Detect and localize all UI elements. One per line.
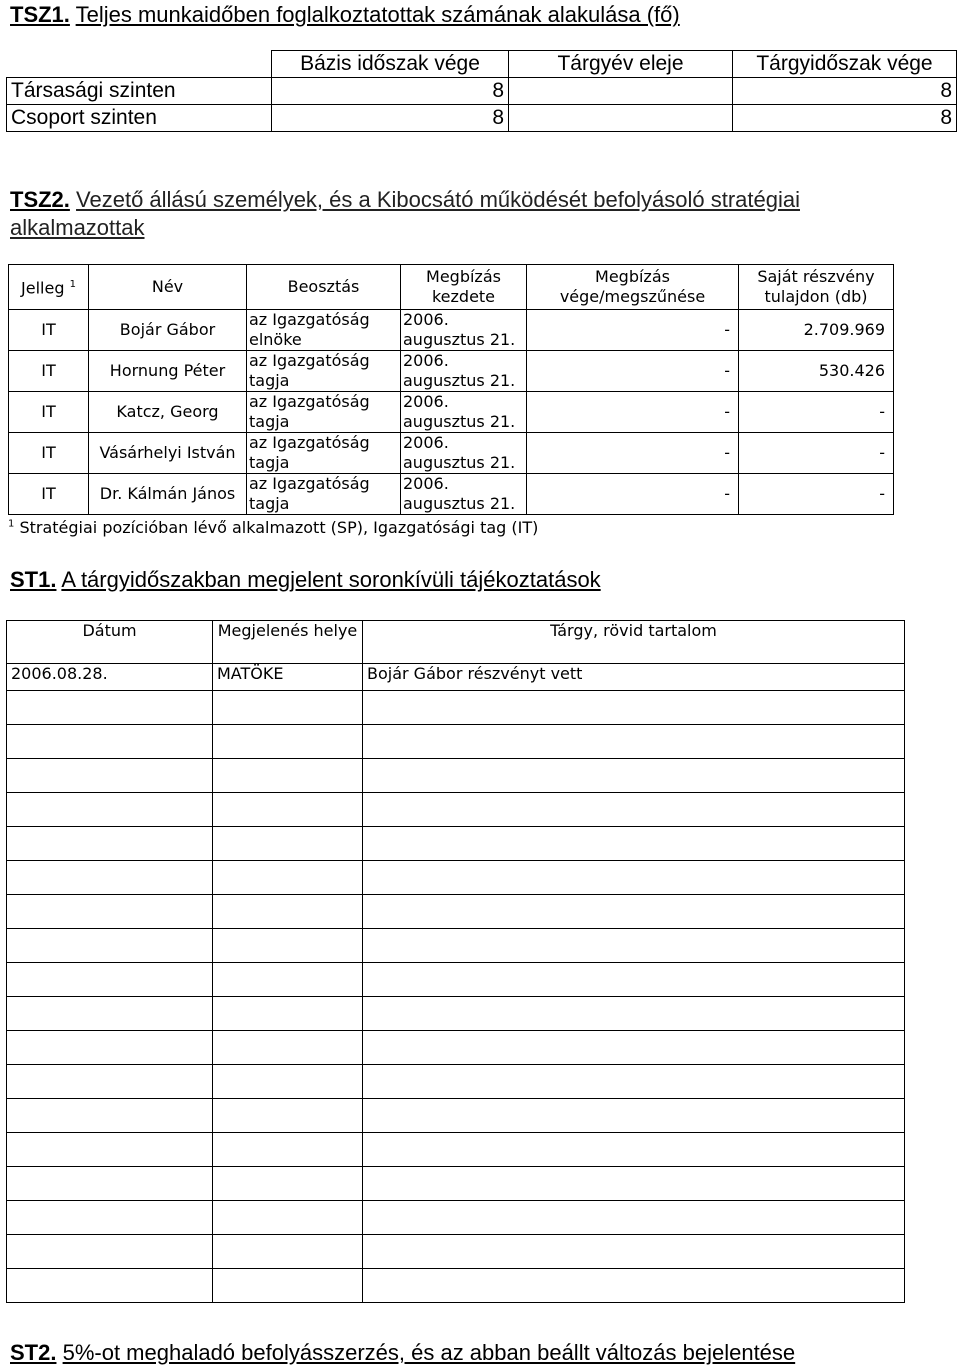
tsz1-header-base: Bázis időszak vége — [272, 51, 509, 78]
empty-cell — [213, 895, 363, 929]
tsz2-table — [8, 264, 894, 515]
empty-cell — [7, 861, 213, 895]
st1-table — [6, 620, 905, 1303]
empty-cell — [7, 759, 213, 793]
table-row — [7, 1235, 905, 1269]
empty-cell — [7, 1201, 213, 1235]
table-row — [7, 1201, 905, 1235]
tsz2-cell-jelleg: IT — [9, 392, 89, 433]
tsz1-title — [10, 2, 680, 28]
tsz2-cell-jelleg: IT — [9, 474, 89, 515]
table-row — [7, 1065, 905, 1099]
table-row — [7, 895, 905, 929]
table-row — [7, 725, 905, 759]
tsz2-header-beosztas: Beosztás — [247, 265, 401, 310]
tsz2-header-jelleg — [9, 265, 89, 310]
tsz2-cell-nev: Vásárhelyi István — [89, 433, 247, 474]
tsz2-title-text: Vezető állású személyek, és a Kibocsátó működését befolyásoló stratégiai alkalmazottak — [10, 187, 800, 240]
tsz2-cell-jelleg: IT — [9, 351, 89, 392]
tsz2-title — [10, 186, 910, 242]
empty-cell — [363, 1065, 905, 1099]
empty-cell — [213, 1269, 363, 1303]
empty-cell — [7, 997, 213, 1031]
st1-header-targy: Tárgy, rövid tartalom — [363, 621, 905, 664]
tsz2-header-jelleg-sup: 1 — [69, 279, 76, 291]
empty-cell — [213, 759, 363, 793]
table-row — [7, 929, 905, 963]
table-row — [9, 474, 894, 515]
empty-cell — [213, 997, 363, 1031]
tsz1-row-label: Társasági szinten — [7, 78, 272, 105]
tsz2-cell-reszveny: 530.426 — [739, 351, 894, 392]
empty-cell — [7, 963, 213, 997]
tsz2-cell-jelleg: IT — [9, 310, 89, 351]
empty-cell — [213, 1235, 363, 1269]
tsz1-title-text: Teljes munkaidőben foglalkoztatottak számának alakulása (fő) — [75, 2, 680, 27]
empty-cell — [213, 963, 363, 997]
empty-cell — [7, 725, 213, 759]
tsz2-footnote-sup: 1 — [8, 518, 15, 530]
table-row — [7, 861, 905, 895]
st1-header-row — [7, 621, 905, 664]
tsz1-header-row — [7, 51, 957, 78]
table-row — [7, 1133, 905, 1167]
tsz1-cell-base: 8 — [272, 78, 509, 105]
tsz1-code: TSZ1. — [10, 2, 70, 27]
tsz1-cell-start — [509, 78, 733, 105]
st2-title — [10, 1340, 795, 1366]
empty-cell — [7, 1065, 213, 1099]
st1-title — [10, 567, 601, 593]
tsz2-footnote — [8, 518, 538, 537]
tsz2-cell-vege: - — [527, 351, 739, 392]
tsz1-cell-start — [509, 105, 733, 132]
table-row — [9, 433, 894, 474]
empty-cell — [213, 1167, 363, 1201]
tsz2-cell-reszveny: - — [739, 474, 894, 515]
tsz1-header-start: Tárgyév eleje — [509, 51, 733, 78]
tsz2-cell-beosztas: az Igazgatóság tagja — [247, 433, 401, 474]
empty-cell — [363, 1031, 905, 1065]
empty-cell — [363, 1133, 905, 1167]
empty-cell — [363, 725, 905, 759]
tsz2-cell-nev: Dr. Kálmán János — [89, 474, 247, 515]
empty-cell — [213, 691, 363, 725]
st1-cell-hely: MATÖKE — [213, 664, 363, 691]
tsz2-header-jelleg-text: Jelleg — [21, 278, 65, 298]
empty-cell — [363, 963, 905, 997]
tsz2-cell-vege: - — [527, 474, 739, 515]
tsz2-header-row — [9, 265, 894, 310]
empty-cell — [7, 1235, 213, 1269]
tsz2-cell-beosztas: az Igazgatóság tagja — [247, 351, 401, 392]
empty-cell — [363, 827, 905, 861]
empty-cell — [7, 895, 213, 929]
empty-cell — [7, 1269, 213, 1303]
table-row — [9, 351, 894, 392]
tsz2-cell-reszveny: 2.709.969 — [739, 310, 894, 351]
tsz2-cell-kezdete: 2006. augusztus 21. — [401, 433, 527, 474]
st2-code: ST2. — [10, 1340, 57, 1365]
empty-cell — [363, 1235, 905, 1269]
st1-cell-targy: Bojár Gábor részvényt vett — [363, 664, 905, 691]
tsz2-header-reszveny: Saját részvény tulajdon (db) — [739, 265, 894, 310]
table-row — [7, 691, 905, 725]
table-row — [7, 827, 905, 861]
empty-cell — [363, 997, 905, 1031]
empty-cell — [363, 793, 905, 827]
empty-cell — [7, 929, 213, 963]
st1-cell-datum: 2006.08.28. — [7, 664, 213, 691]
empty-cell — [7, 793, 213, 827]
empty-cell — [363, 759, 905, 793]
tsz1-header-end: Tárgyidőszak vége — [733, 51, 957, 78]
st2-title-text: 5%-ot meghaladó befolyásszerzés, és az abban beállt változás bejelentése — [62, 1340, 796, 1365]
tsz2-cell-kezdete: 2006. augusztus 21. — [401, 351, 527, 392]
tsz2-cell-jelleg: IT — [9, 433, 89, 474]
table-row — [7, 1167, 905, 1201]
empty-cell — [213, 827, 363, 861]
empty-cell — [363, 929, 905, 963]
tsz2-cell-nev: Katcz, Georg — [89, 392, 247, 433]
empty-cell — [213, 929, 363, 963]
tsz1-corner-cell — [7, 51, 272, 78]
empty-cell — [7, 1133, 213, 1167]
empty-cell — [7, 1099, 213, 1133]
empty-cell — [213, 793, 363, 827]
empty-cell — [363, 691, 905, 725]
empty-cell — [213, 1201, 363, 1235]
tsz2-cell-kezdete: 2006. augusztus 21. — [401, 392, 527, 433]
tsz2-code: TSZ2. — [10, 187, 70, 212]
tsz2-cell-nev: Hornung Péter — [89, 351, 247, 392]
tsz2-cell-reszveny: - — [739, 392, 894, 433]
tsz2-cell-reszveny: - — [739, 433, 894, 474]
tsz2-header-kezdete: Megbízás kezdete — [401, 265, 527, 310]
table-row — [9, 310, 894, 351]
tsz2-cell-nev: Bojár Gábor — [89, 310, 247, 351]
st1-code: ST1. — [10, 567, 57, 592]
table-row — [9, 392, 894, 433]
tsz1-cell-end: 8 — [733, 78, 957, 105]
tsz1-cell-end: 8 — [733, 105, 957, 132]
table-row — [7, 793, 905, 827]
tsz1-cell-base: 8 — [272, 105, 509, 132]
empty-cell — [213, 1065, 363, 1099]
table-row — [7, 1099, 905, 1133]
empty-cell — [213, 1133, 363, 1167]
empty-cell — [363, 1201, 905, 1235]
tsz2-header-vege: Megbízás vége/megszűnése — [527, 265, 739, 310]
empty-cell — [7, 1167, 213, 1201]
table-row — [7, 78, 957, 105]
tsz2-cell-kezdete: 2006. augusztus 21. — [401, 474, 527, 515]
st1-header-hely: Megjelenés helye — [213, 621, 363, 664]
empty-cell — [7, 691, 213, 725]
st1-title-text: A tárgyidőszakban megjelent soronkívüli tájékoztatások — [61, 567, 601, 592]
tsz2-cell-kezdete: 2006. augusztus 21. — [401, 310, 527, 351]
empty-cell — [363, 895, 905, 929]
empty-cell — [7, 827, 213, 861]
tsz1-row-label: Csoport szinten — [7, 105, 272, 132]
table-row — [7, 1269, 905, 1303]
tsz2-header-nev: Név — [89, 265, 247, 310]
empty-cell — [213, 861, 363, 895]
tsz2-cell-beosztas: az Igazgatóság tagja — [247, 474, 401, 515]
tsz2-footnote-text: Stratégiai pozícióban lévő alkalmazott (SP), Igazgatósági tag (IT) — [19, 518, 539, 537]
empty-cell — [7, 1031, 213, 1065]
empty-cell — [213, 1031, 363, 1065]
tsz2-cell-beosztas: az Igazgatóság tagja — [247, 392, 401, 433]
tsz2-cell-vege: - — [527, 310, 739, 351]
empty-cell — [363, 1167, 905, 1201]
tsz2-cell-vege: - — [527, 433, 739, 474]
table-row — [7, 997, 905, 1031]
table-row — [7, 105, 957, 132]
table-row — [7, 1031, 905, 1065]
table-row — [7, 963, 905, 997]
table-row — [7, 759, 905, 793]
empty-cell — [213, 725, 363, 759]
st1-header-datum: Dátum — [7, 621, 213, 664]
empty-cell — [213, 1099, 363, 1133]
tsz1-table — [6, 50, 957, 132]
table-row — [7, 664, 905, 691]
empty-cell — [363, 861, 905, 895]
tsz2-cell-vege: - — [527, 392, 739, 433]
empty-cell — [363, 1269, 905, 1303]
empty-cell — [363, 1099, 905, 1133]
tsz2-cell-beosztas: az Igazgatóság elnöke — [247, 310, 401, 351]
